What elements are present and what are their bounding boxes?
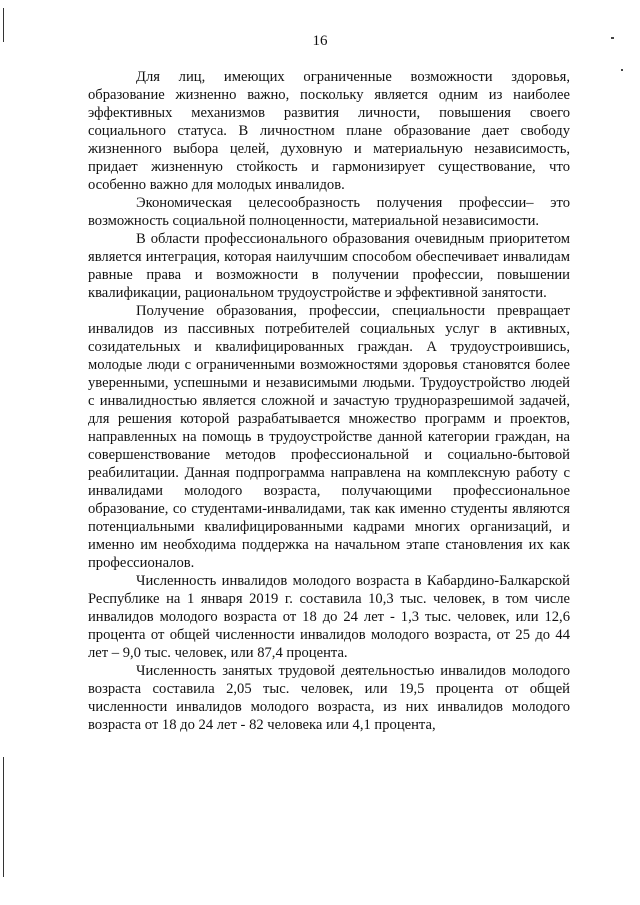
paragraph: Экономическая целесообразность получения профессии– это возможность социальной полноценности, материальной независимости. bbox=[88, 195, 570, 229]
paragraph: В области профессионального образования очевидным приоритетом является интеграция, которая наилучшим способом обеспечивает инвалидам равные права и возможности в получении профессии, повышении квалификации, рациональном трудоустройстве и эффективной занятости. bbox=[88, 231, 570, 301]
page-number: 16 bbox=[312, 33, 328, 49]
paragraph: Численность инвалидов молодого возраста в Кабардино-Балкарской Республике на 1 января 2019 г. составила 10,3 тыс. человек, в том числе инвалидов молодого возраста от 18 до 24 лет - 1,3 тыс. человек, или 12,6 процента от общей численности инвалидов молодого возраста, от 25 до 44 лет – 9,0 тыс. человек, или 87,4 процента. bbox=[88, 573, 570, 661]
scan-speck bbox=[621, 69, 623, 71]
paragraph: Для лиц, имеющих ограниченные возможности здоровья, образование жизненно важно, поскольку является одним из наиболее эффективных механизмов развития личности, повышения своего социального статуса. В личностном плане образование дает свободу жизненного выбора целей, духовную и материальную независимость, придает жизненную стойкость и гармонизирует существование, что особенно важно для молодых инвалидов. bbox=[88, 69, 570, 193]
scan-margin-line-bottom bbox=[3, 757, 4, 877]
document-body bbox=[88, 68, 570, 734]
paragraph: Получение образования, профессии, специальности превращает инвалидов из пассивных потребителей социальных услуг в активных, созидательных и квалифицированных граждан. А трудоустроившись, молодые люди с ограниченными возможностями здоровья становятся более уверенными, успешными и независимыми людьми. Трудоустройство людей с инвалидностью является сложной и зачастую трудноразрешимой задачей, для решения которой разрабатывается множество программ и проектов, направленных на помощь в трудоустройстве данной категории граждан, на совершенствование методов профессиональной и социально-бытовой реабилитации. Данная подпрограмма направлена на комплексную работу с инвалидами молодого возраста, получающими профессиональное образование, со студентами-инвалидами, так как именно студенты являются потенциальными квалифицированными кадрами многих организаций, и именно им необходима поддержка на начальном этапе становления их как профессионалов. bbox=[88, 303, 570, 571]
paragraph: Численность занятых трудовой деятельностью инвалидов молодого возраста составила 2,05 тыс. человек, или 19,5 процента от общей численности инвалидов молодого возраста, из них инвалидов молодого возраста от 18 до 24 лет - 82 человека или 4,1 процента, bbox=[88, 663, 570, 733]
